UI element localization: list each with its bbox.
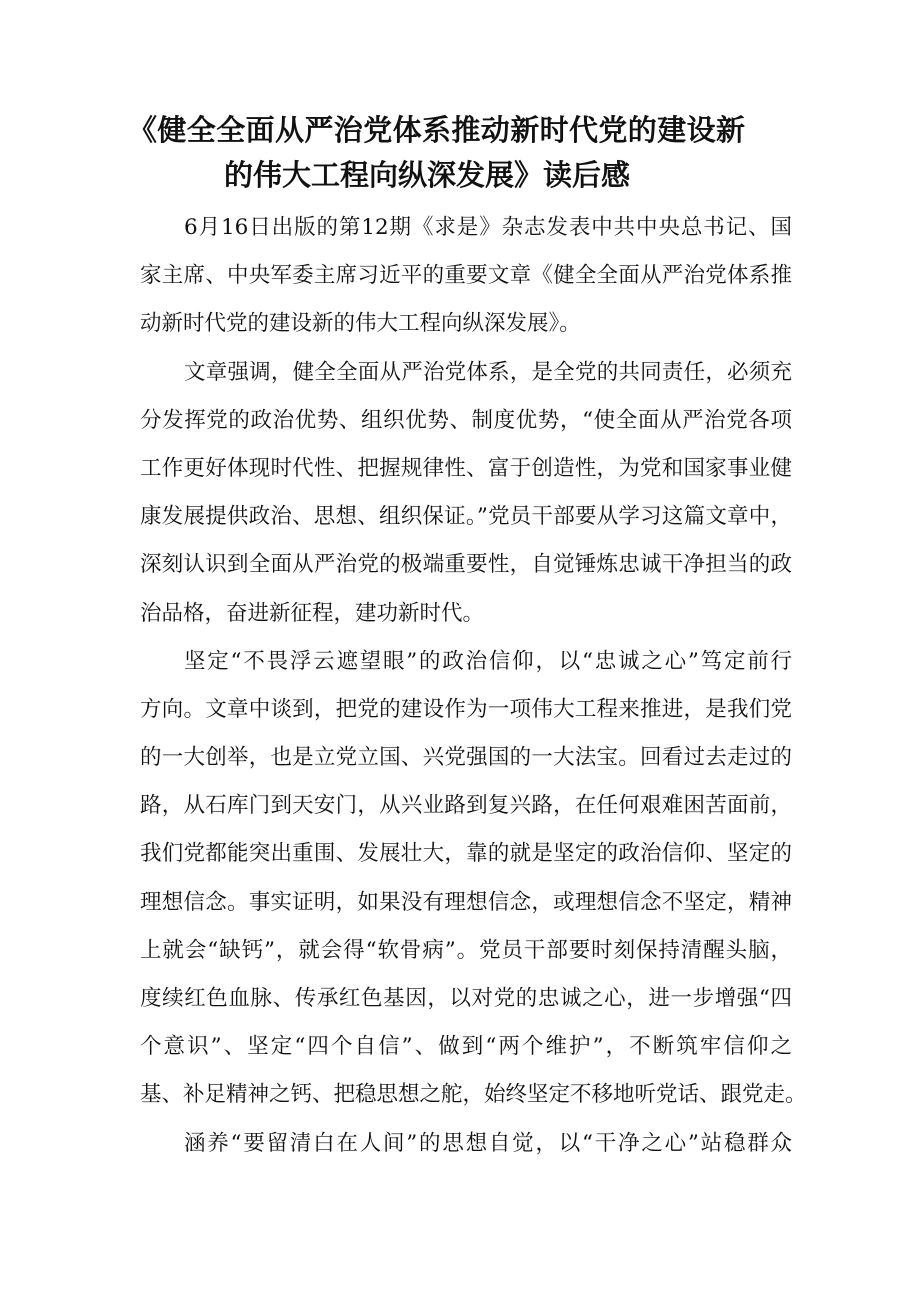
paragraph-line: 方向。文章中谈到，把党的建设作为一项伟大工程来推进，是我们党 [140, 696, 792, 722]
paragraph-line: 个意识”、坚定“四个自信”、做到“两个维护”，不断筑牢信仰之 [140, 1034, 792, 1060]
paragraph-line: 分发挥党的政治优势、组织优势、制度优势，“使全面从严治党各项 [140, 407, 792, 433]
document-title-line-2: 的伟大工程向纵深发展》读后感 [224, 158, 631, 192]
paragraph-line: 工作更好体现时代性、把握规律性、富于创造性，为党和国家事业健 [140, 455, 792, 481]
paragraph-line: 理想信念。事实证明，如果没有理想信念，或理想信念不坚定，精神 [140, 889, 792, 915]
paragraph [140, 1120, 792, 1168]
document-title-line-1: 《健全全面从严治党体系推动新时代党的建设新 [128, 113, 746, 147]
paragraph [140, 204, 792, 349]
paragraph-line: 的一大创举，也是立党立国、兴党强国的一大法宝。回看过去走过的 [140, 745, 792, 771]
paragraph-line: 治品格，奋进新征程，建功新时代。 [140, 600, 485, 626]
document-body [140, 204, 807, 1168]
paragraph-line: 涵养“要留清白在人间”的思想自觉，以“干净之心”站稳群众 [184, 1130, 792, 1156]
paragraph [140, 638, 807, 1120]
paragraph-line: 深刻认识到全面从严治党的极端重要性，自觉锤炼忠诚干净担当的政 [140, 552, 792, 578]
paragraph-line: 家主席、中央军委主席习近平的重要文章《健全全面从严治党体系推 [140, 263, 792, 289]
paragraph-line: 路，从石库门到天安门，从兴业路到复兴路，在任何艰难困苦面前， [140, 793, 792, 819]
paragraph-line: 6月16日出版的第12期《求是》杂志发表中共中央总书记、国 [184, 215, 792, 240]
paragraph-line: 坚定“不畏浮云遮望眼”的政治信仰，以“忠诚之心”笃定前行 [184, 648, 792, 674]
paragraph-line: 康发展提供政治、思想、组织保证。”党员干部要从学习这篇文章中， [140, 504, 792, 530]
paragraph-line: 基、补足精神之钙、把稳思想之舵，始终坚定不移地听党话、跟党走。 [140, 1082, 807, 1108]
paragraph-line: 度续红色血脉、传承红色基因，以对党的忠诚之心，进一步增强“四 [140, 986, 792, 1011]
paragraph-line: 我们党都能突出重围、发展壮大，靠的就是坚定的政治信仰、坚定的 [140, 841, 792, 867]
paragraph [140, 349, 792, 638]
paragraph-line: 动新时代党的建设新的伟大工程向纵深发展》。 [140, 311, 581, 337]
paragraph-line: 上就会“缺钙”，就会得“软骨病”。党员干部要时刻保持清醒头脑， [140, 937, 792, 963]
paragraph-line: 文章强调，健全全面从严治党体系，是全党的共同责任，必须充 [184, 359, 792, 385]
